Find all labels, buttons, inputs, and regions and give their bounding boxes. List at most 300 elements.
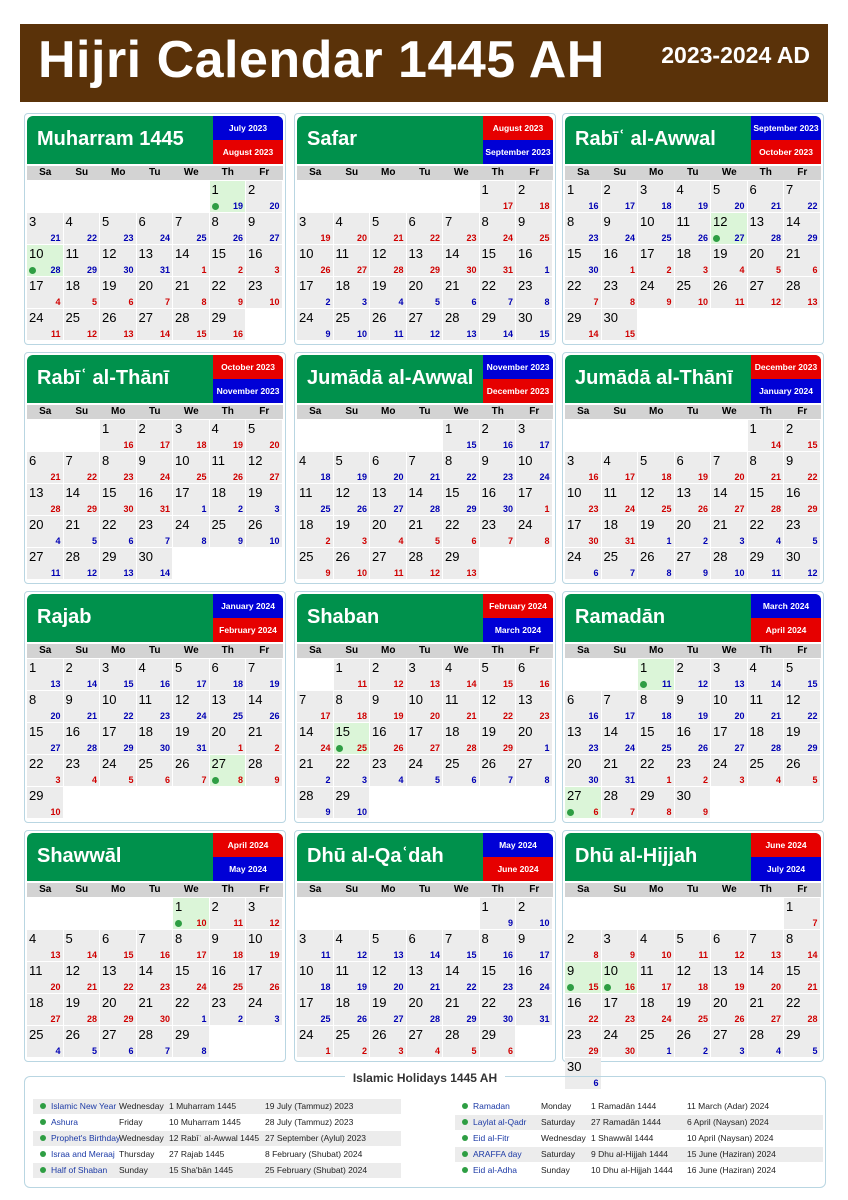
day-cell: [297, 691, 333, 722]
gregorian-day: 11: [734, 296, 745, 307]
gregorian-day: 8: [201, 535, 207, 546]
day-cell: [784, 930, 820, 961]
day-cell: [137, 277, 173, 308]
hijri-day: 26: [248, 517, 263, 532]
gregorian-day: 8: [666, 806, 672, 817]
day-cell: [516, 994, 552, 1025]
gregorian-day: 3: [274, 1013, 280, 1024]
day-cell: [370, 309, 406, 340]
hijri-day: 5: [65, 931, 73, 946]
hijri-day: 2: [138, 421, 146, 436]
hijri-day: 9: [372, 692, 380, 707]
gregorian-month-tag: April 2024: [751, 618, 821, 642]
gregorian-day: 6: [593, 1077, 599, 1088]
gregorian-day: 30: [588, 264, 599, 275]
gregorian-day: 18: [697, 981, 708, 992]
day-cell: [784, 516, 820, 547]
hijri-day: 22: [786, 995, 801, 1010]
day-cell: [565, 691, 601, 722]
hijri-day: 28: [713, 549, 728, 564]
gregorian-day: 22: [588, 1013, 599, 1024]
day-cell: [565, 213, 601, 244]
gregorian-day: 6: [471, 535, 477, 546]
day-cell: [638, 245, 674, 276]
gregorian-day: 26: [356, 503, 367, 514]
gregorian-day: 10: [697, 296, 708, 307]
hijri-day: 20: [518, 724, 533, 739]
gregorian-day: 26: [232, 471, 243, 482]
hijri-day: 15: [749, 485, 764, 500]
holiday-bullet-icon: [40, 1151, 46, 1157]
day-cell: [27, 213, 63, 244]
holiday-weekday: Wednesday: [541, 1133, 586, 1143]
gregorian-day: 2: [702, 1045, 708, 1056]
day-cell: [443, 755, 479, 786]
hijri-day: 8: [102, 453, 110, 468]
day-cell: [675, 452, 711, 483]
day-cell: [407, 1026, 443, 1057]
gregorian-day: 3: [702, 264, 708, 275]
gregorian-day: 5: [812, 1045, 818, 1056]
holiday-bullet-icon: [462, 1119, 468, 1125]
holiday-row: [33, 1147, 401, 1162]
gregorian-day: 22: [807, 710, 818, 721]
gregorian-day: 9: [237, 296, 243, 307]
day-cell: [480, 181, 516, 212]
hijri-day: 25: [138, 756, 153, 771]
day-cell: [407, 548, 443, 579]
gregorian-day: 5: [812, 535, 818, 546]
gregorian-day: 13: [770, 949, 781, 960]
day-cell: [443, 659, 479, 690]
day-cell: [602, 245, 638, 276]
hijri-day: 2: [372, 660, 380, 675]
day-cell: [784, 659, 820, 690]
hijri-day: 12: [372, 246, 387, 261]
gregorian-day: 27: [429, 742, 440, 753]
weekday-label: Mo: [649, 406, 664, 417]
day-cell: [675, 548, 711, 579]
day-cell: [784, 755, 820, 786]
day-cell: [748, 181, 784, 212]
weekday-label: Fr: [529, 167, 540, 178]
day-cell: [27, 787, 63, 818]
hijri-day: 21: [786, 246, 801, 261]
day-cell: [173, 484, 209, 515]
gregorian-day: 1: [544, 742, 550, 753]
gregorian-day: 22: [466, 981, 477, 992]
gregorian-day: 8: [544, 774, 550, 785]
month-panel: [294, 352, 556, 584]
gregorian-day: 6: [471, 296, 477, 307]
gregorian-day: 25: [539, 232, 550, 243]
day-cell: [675, 755, 711, 786]
gregorian-day: 11: [393, 567, 404, 578]
day-cell: [297, 516, 333, 547]
day-cell: [711, 548, 747, 579]
weekday-label: Sa: [309, 884, 322, 895]
holiday-hijri-date: 15 Sha'bān 1445: [169, 1165, 234, 1175]
holiday-name[interactable]: Eid al-Adha: [473, 1165, 517, 1175]
hijri-day: 21: [248, 724, 263, 739]
gregorian-day: 29: [429, 264, 440, 275]
holiday-name[interactable]: Ashura: [51, 1117, 78, 1127]
gregorian-day: 13: [50, 678, 61, 689]
day-cell: [711, 1026, 747, 1057]
day-cell: [565, 309, 601, 340]
hijri-day: 15: [481, 246, 496, 261]
weekday-label: Fr: [259, 884, 270, 895]
day-cell: [370, 484, 406, 515]
gregorian-day: 15: [502, 678, 513, 689]
holiday-dot-icon: [567, 984, 574, 991]
holidays-panel: [24, 1071, 826, 1188]
gregorian-month-tag: November 2023: [483, 355, 553, 379]
day-cell: [784, 962, 820, 993]
holiday-name[interactable]: ARAFFA day: [473, 1149, 522, 1159]
gregorian-day: 20: [734, 200, 745, 211]
gregorian-day: 7: [812, 917, 818, 928]
hijri-day: 29: [29, 788, 44, 803]
day-cell: [748, 755, 784, 786]
day-cell: [565, 1026, 601, 1057]
gregorian-day: 20: [50, 710, 61, 721]
holiday-weekday: Wednesday: [119, 1101, 164, 1111]
day-cell: [480, 962, 516, 993]
hijri-day: 27: [102, 1027, 117, 1042]
gregorian-day: 21: [429, 981, 440, 992]
gregorian-day: 14: [466, 678, 477, 689]
gregorian-day: 20: [356, 232, 367, 243]
holiday-hijri-date: 12 Rabīʿ al-Awwal 1445: [169, 1133, 260, 1143]
gregorian-day: 31: [539, 1013, 550, 1024]
day-cell: [137, 484, 173, 515]
hijri-day: 25: [640, 1027, 655, 1042]
weekday-label: We: [721, 884, 737, 895]
weekday-label: Fr: [259, 167, 270, 178]
hijri-day: 15: [29, 724, 44, 739]
hijri-day: 30: [138, 549, 153, 564]
gregorian-day: 2: [325, 296, 331, 307]
gregorian-day: 9: [507, 917, 513, 928]
hijri-day: 11: [29, 963, 43, 978]
day-cell: [443, 277, 479, 308]
holiday-name[interactable]: Half of Shaban: [51, 1165, 108, 1175]
hijri-day: 10: [713, 692, 728, 707]
weekday-label: Sa: [577, 645, 590, 656]
hijri-day: 7: [408, 453, 416, 468]
hijri-day: 19: [640, 517, 655, 532]
month-name: Jumādā al-Thānī: [575, 367, 733, 389]
page-subtitle: 2023-2024 AD: [661, 42, 810, 68]
gregorian-day: 11: [50, 567, 61, 578]
day-cell: [334, 309, 370, 340]
day-cell: [370, 548, 406, 579]
gregorian-day: 3: [739, 774, 745, 785]
gregorian-day: 16: [502, 439, 513, 450]
day-cell: [297, 755, 333, 786]
holiday-name[interactable]: Israa and Meraaj: [51, 1149, 115, 1159]
hijri-day: 6: [372, 453, 380, 468]
day-cell: [246, 962, 282, 993]
weekday-label: Sa: [39, 645, 52, 656]
weekday-header: [565, 644, 821, 658]
hijri-day: 17: [299, 995, 314, 1010]
day-cell: [602, 962, 638, 993]
hijri-day: 5: [640, 453, 648, 468]
hijri-day: 13: [138, 246, 153, 261]
holiday-bullet-icon: [40, 1103, 46, 1109]
hijri-day: 11: [335, 246, 349, 261]
hijri-day: 29: [211, 310, 226, 325]
hijri-day: 15: [481, 963, 496, 978]
gregorian-day: 18: [356, 710, 367, 721]
hijri-day: 8: [211, 214, 219, 229]
month-header: [565, 833, 821, 881]
month-name: Rabīʿ al-Thānī: [37, 367, 170, 389]
gregorian-day: 19: [356, 471, 367, 482]
weekday-label: Sa: [39, 167, 52, 178]
hijri-day: 3: [102, 660, 110, 675]
month-panel: [24, 113, 286, 345]
hijri-day: 13: [676, 485, 691, 500]
gregorian-day: 26: [320, 264, 331, 275]
gregorian-day: 29: [807, 742, 818, 753]
gregorian-day: 20: [50, 981, 61, 992]
day-cell: [784, 1026, 820, 1057]
day-cell: [137, 962, 173, 993]
gregorian-day: 4: [91, 774, 97, 785]
gregorian-day: 22: [86, 471, 97, 482]
gregorian-day: 7: [507, 774, 513, 785]
gregorian-day: 14: [502, 328, 513, 339]
weekday-label: Th: [221, 167, 234, 178]
month-name: Shawwāl: [37, 845, 122, 867]
gregorian-day: 26: [393, 742, 404, 753]
gregorian-day: 25: [196, 471, 207, 482]
gregorian-day: 2: [702, 774, 708, 785]
weekday-label: We: [453, 884, 469, 895]
gregorian-day: 3: [274, 503, 280, 514]
day-cell: [246, 420, 282, 451]
day-cell: [711, 452, 747, 483]
day-cell: [638, 723, 674, 754]
holiday-hijri-date: 1 Shawwāl 1444: [591, 1133, 654, 1143]
gregorian-day: 28: [86, 742, 97, 753]
weekday-label: We: [721, 406, 737, 417]
weekday-label: Tu: [149, 645, 161, 656]
day-cell: [638, 659, 674, 690]
day-cell: [173, 691, 209, 722]
hijri-day: 29: [335, 788, 350, 803]
holiday-weekday: Friday: [119, 1117, 143, 1127]
holiday-bullet-icon: [462, 1167, 468, 1173]
hijri-day: 7: [445, 931, 453, 946]
weekday-label: Th: [759, 167, 772, 178]
hijri-day: 6: [749, 182, 757, 197]
hijri-day: 29: [481, 1027, 496, 1042]
day-cell: [27, 484, 63, 515]
hijri-day: 18: [676, 246, 691, 261]
weekday-label: Su: [345, 645, 359, 656]
holiday-gregorian-date: 25 February (Shubat) 2024: [265, 1165, 368, 1175]
hijri-day: 21: [175, 278, 190, 293]
gregorian-day: 15: [123, 678, 134, 689]
holiday-name[interactable]: Eid al-Fitr: [473, 1133, 510, 1143]
gregorian-day: 31: [502, 264, 513, 275]
day-cell: [784, 484, 820, 515]
hijri-day: 11: [676, 214, 690, 229]
hijri-day: 21: [603, 756, 618, 771]
hijri-day: 15: [567, 246, 582, 261]
hijri-day: 16: [603, 246, 618, 261]
holiday-name[interactable]: Laylat al-Qadr: [473, 1117, 527, 1127]
gregorian-month-tag: May 2024: [213, 857, 283, 881]
hijri-day: 5: [676, 931, 684, 946]
day-cell: [480, 691, 516, 722]
day-cell: [748, 516, 784, 547]
month-header: [297, 833, 553, 881]
day-cell: [480, 723, 516, 754]
day-cell: [407, 452, 443, 483]
hijri-day: 27: [211, 756, 226, 771]
gregorian-day: 15: [123, 949, 134, 960]
gregorian-day: 20: [734, 471, 745, 482]
gregorian-month-tag: December 2023: [483, 379, 553, 403]
day-cell: [675, 723, 711, 754]
day-cell: [297, 548, 333, 579]
hijri-day: 4: [445, 660, 453, 675]
hijri-day: 18: [445, 724, 460, 739]
gregorian-day: 4: [55, 535, 61, 546]
day-cell: [27, 723, 63, 754]
day-cell: [443, 420, 479, 451]
gregorian-day: 25: [320, 503, 331, 514]
hijri-day: 17: [248, 963, 263, 978]
gregorian-day: 30: [466, 264, 477, 275]
day-cell: [711, 277, 747, 308]
day-cell: [748, 930, 784, 961]
hijri-day: 11: [138, 692, 152, 707]
day-cell: [480, 420, 516, 451]
gregorian-day: 29: [807, 503, 818, 514]
gregorian-day: 10: [734, 567, 745, 578]
gregorian-day: 26: [734, 1013, 745, 1024]
hijri-day: 9: [65, 692, 73, 707]
day-cell: [480, 484, 516, 515]
gregorian-day: 25: [232, 710, 243, 721]
day-cell: [370, 659, 406, 690]
hijri-day: 10: [102, 692, 117, 707]
hijri-day: 22: [640, 756, 655, 771]
day-cell: [602, 691, 638, 722]
day-cell: [370, 962, 406, 993]
hijri-day: 22: [567, 278, 582, 293]
day-cell: [64, 516, 100, 547]
day-cell: [64, 691, 100, 722]
gregorian-day: 12: [697, 678, 708, 689]
hijri-day: 7: [603, 692, 611, 707]
holiday-dot-icon: [713, 235, 720, 242]
hijri-day: 6: [211, 660, 219, 675]
gregorian-day: 9: [325, 328, 331, 339]
gregorian-day: 19: [734, 981, 745, 992]
gregorian-day: 27: [393, 503, 404, 514]
day-cell: [297, 277, 333, 308]
hijri-day: 17: [102, 724, 117, 739]
gregorian-day: 10: [539, 917, 550, 928]
gregorian-day: 14: [86, 949, 97, 960]
day-cell: [407, 213, 443, 244]
holiday-name[interactable]: Prophet's Birthday: [51, 1133, 121, 1143]
day-cell: [246, 691, 282, 722]
day-cell: [638, 962, 674, 993]
hijri-day: 29: [786, 1027, 801, 1042]
hijri-day: 27: [518, 756, 533, 771]
day-cell: [443, 691, 479, 722]
gregorian-day: 9: [325, 806, 331, 817]
weekday-label: Mo: [111, 884, 126, 895]
day-cell: [784, 213, 820, 244]
weekday-label: Su: [75, 167, 89, 178]
gregorian-month-tag: October 2023: [213, 355, 283, 379]
hijri-day: 14: [175, 246, 190, 261]
day-cell: [334, 277, 370, 308]
hijri-day: 24: [299, 1027, 314, 1042]
day-cell: [173, 659, 209, 690]
day-cell: [173, 516, 209, 547]
hijri-day: 22: [481, 278, 496, 293]
hijri-day: 4: [65, 214, 73, 229]
gregorian-day: 12: [770, 296, 781, 307]
hijri-day: 2: [518, 182, 526, 197]
gregorian-day: 31: [624, 535, 635, 546]
hijri-day: 5: [335, 453, 343, 468]
gregorian-day: 12: [429, 328, 440, 339]
hijri-day: 30: [786, 549, 801, 564]
gregorian-day: 3: [361, 296, 367, 307]
gregorian-day: 5: [812, 774, 818, 785]
hijri-day: 11: [211, 453, 225, 468]
gregorian-day: 20: [734, 710, 745, 721]
hijri-day: 9: [676, 692, 684, 707]
day-cell: [370, 755, 406, 786]
hijri-day: 4: [29, 931, 37, 946]
day-cell: [407, 962, 443, 993]
gregorian-day: 19: [393, 710, 404, 721]
hijri-day: 18: [335, 278, 350, 293]
day-cell: [334, 787, 370, 818]
weekday-label: Sa: [309, 406, 322, 417]
holiday-name[interactable]: Ramadan: [473, 1101, 510, 1111]
hijri-day: 18: [640, 995, 655, 1010]
gregorian-day: 10: [356, 328, 367, 339]
hijri-day: 16: [518, 246, 533, 261]
month-name: Muharram 1445: [37, 128, 184, 150]
hijri-day: 19: [786, 724, 801, 739]
hijri-day: 10: [640, 214, 655, 229]
hijri-day: 19: [713, 246, 728, 261]
day-cell: [137, 994, 173, 1025]
day-cell: [334, 755, 370, 786]
hijri-day: 16: [481, 485, 496, 500]
gregorian-day: 6: [164, 774, 170, 785]
weekday-label: Mo: [111, 406, 126, 417]
gregorian-month-tag: October 2023: [751, 140, 821, 164]
hijri-day: 14: [445, 963, 460, 978]
gregorian-day: 21: [807, 981, 818, 992]
holiday-name[interactable]: Islamic New Year: [51, 1101, 117, 1111]
